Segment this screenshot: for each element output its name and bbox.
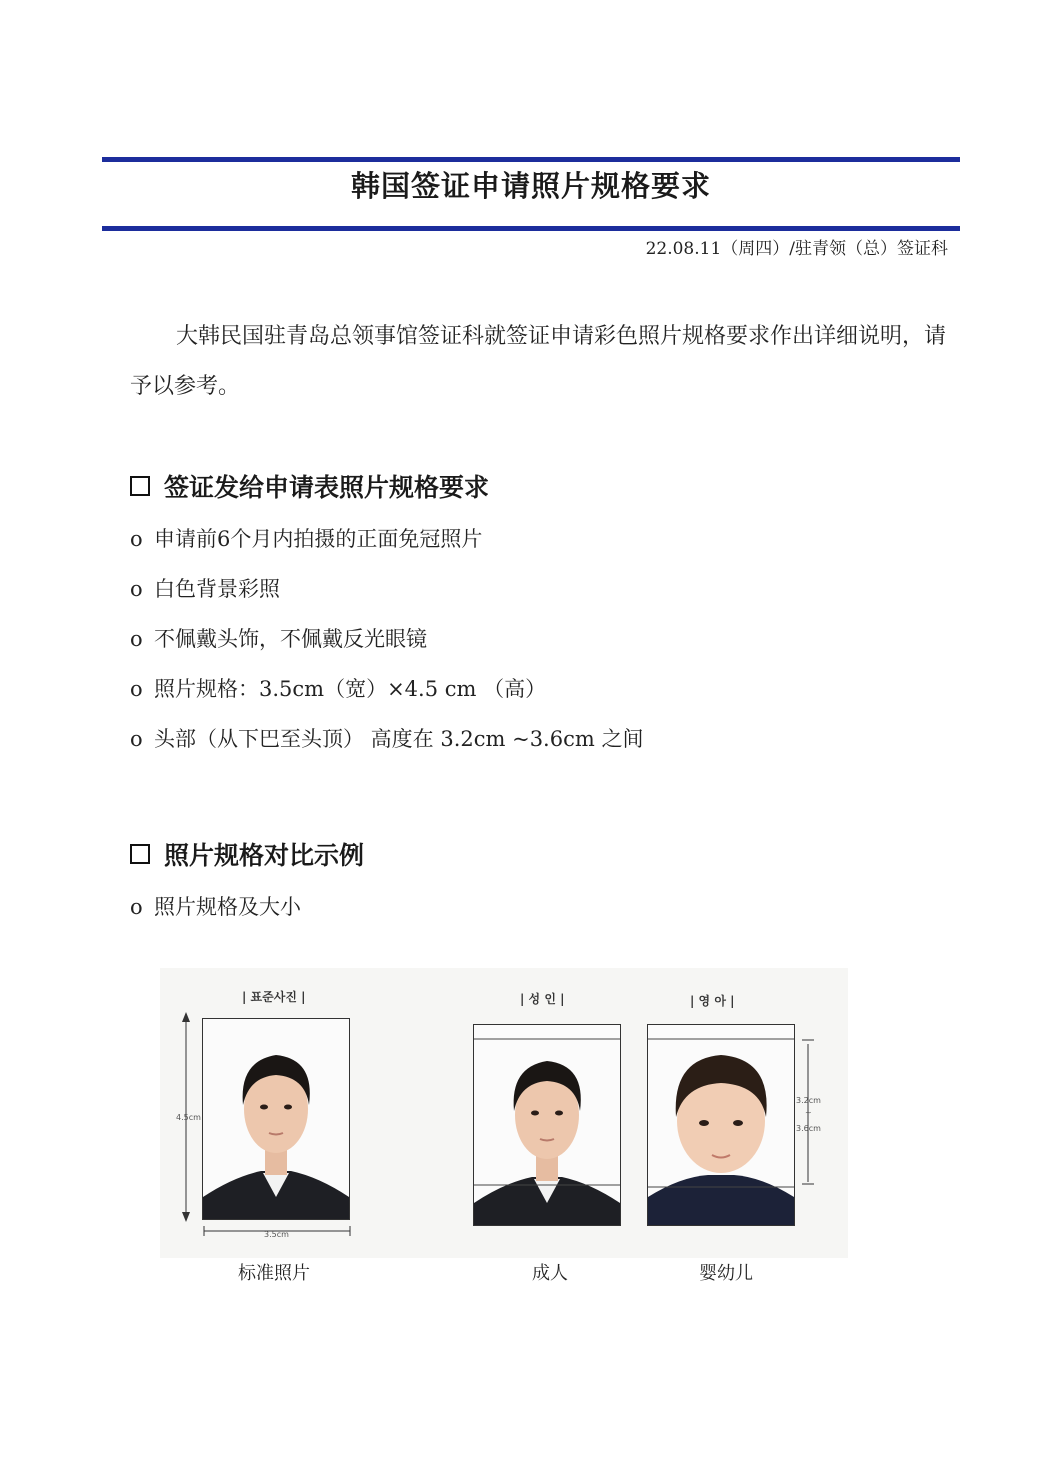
- list-item: o 照片规格：3.5cm（宽）×4.5 cm （高）: [130, 664, 643, 714]
- list-item: o 头部（从下巴至头顶） 高度在 3.2cm ~3.6cm 之间: [130, 714, 643, 764]
- infant-portrait-image: [648, 1025, 794, 1225]
- checkbox-square-icon: [130, 844, 150, 864]
- list-item: o 申请前6个月内拍摄的正面免冠照片: [130, 514, 643, 564]
- caption-infant: 婴幼儿: [699, 1263, 753, 1284]
- title-rule-top: [102, 157, 960, 162]
- height-dimension-label: 4.5cm: [176, 1113, 201, 1122]
- bullet-marker: o: [130, 577, 143, 601]
- adult-portrait-image: [474, 1025, 620, 1225]
- photo-comparison-figure: [160, 968, 848, 1258]
- adult-photo: [473, 1024, 621, 1226]
- infant-photo: [647, 1024, 795, 1226]
- section-heading-label: 照片规格对比示例: [164, 841, 365, 870]
- width-dimension-label: 3.5cm: [264, 1230, 289, 1239]
- adult-portrait-image: [203, 1019, 349, 1219]
- section-heading-requirements: [130, 468, 489, 504]
- head-max-label: 3.6cm: [796, 1124, 821, 1133]
- standard-photo: [202, 1018, 350, 1220]
- bullet-marker: o: [130, 627, 143, 651]
- section-heading-comparison: [130, 836, 364, 872]
- figure-label-standard: | 표준사진 |: [242, 990, 306, 1004]
- comparison-list: [130, 882, 301, 932]
- bullet-marker: o: [130, 677, 143, 701]
- figure-label-infant: | 영 아 |: [690, 994, 735, 1008]
- list-item: o 不佩戴头饰，不佩戴反光眼镜: [130, 614, 643, 664]
- title-rule-bottom: [102, 226, 960, 231]
- head-range-tilde: ~: [805, 1108, 812, 1117]
- bullet-marker: o: [130, 895, 143, 919]
- list-item: o 白色背景彩照: [130, 564, 643, 614]
- list-item: o 照片规格及大小: [130, 882, 301, 932]
- checkbox-square-icon: [130, 476, 150, 496]
- bullet-marker: o: [130, 527, 143, 551]
- head-min-label: 3.2cm: [796, 1096, 821, 1105]
- requirements-list: [130, 514, 643, 764]
- bullet-marker: o: [130, 727, 143, 751]
- intro-paragraph: 大韩民国驻青岛总领事馆签证科就签证申请彩色照片规格要求作出详细说明，请予以参考。: [130, 324, 947, 399]
- caption-standard: 标准照片: [238, 1263, 310, 1284]
- section-heading-label: 签证发给申请表照片规格要求: [164, 473, 490, 502]
- caption-adult: 成人: [532, 1263, 568, 1284]
- document-title: 韩国签证申请照片规格要求: [350, 169, 711, 203]
- figure-label-adult: | 성 인 |: [520, 992, 565, 1006]
- dateline: 22.08.11（周四）/驻青领（总）签证科: [645, 239, 948, 259]
